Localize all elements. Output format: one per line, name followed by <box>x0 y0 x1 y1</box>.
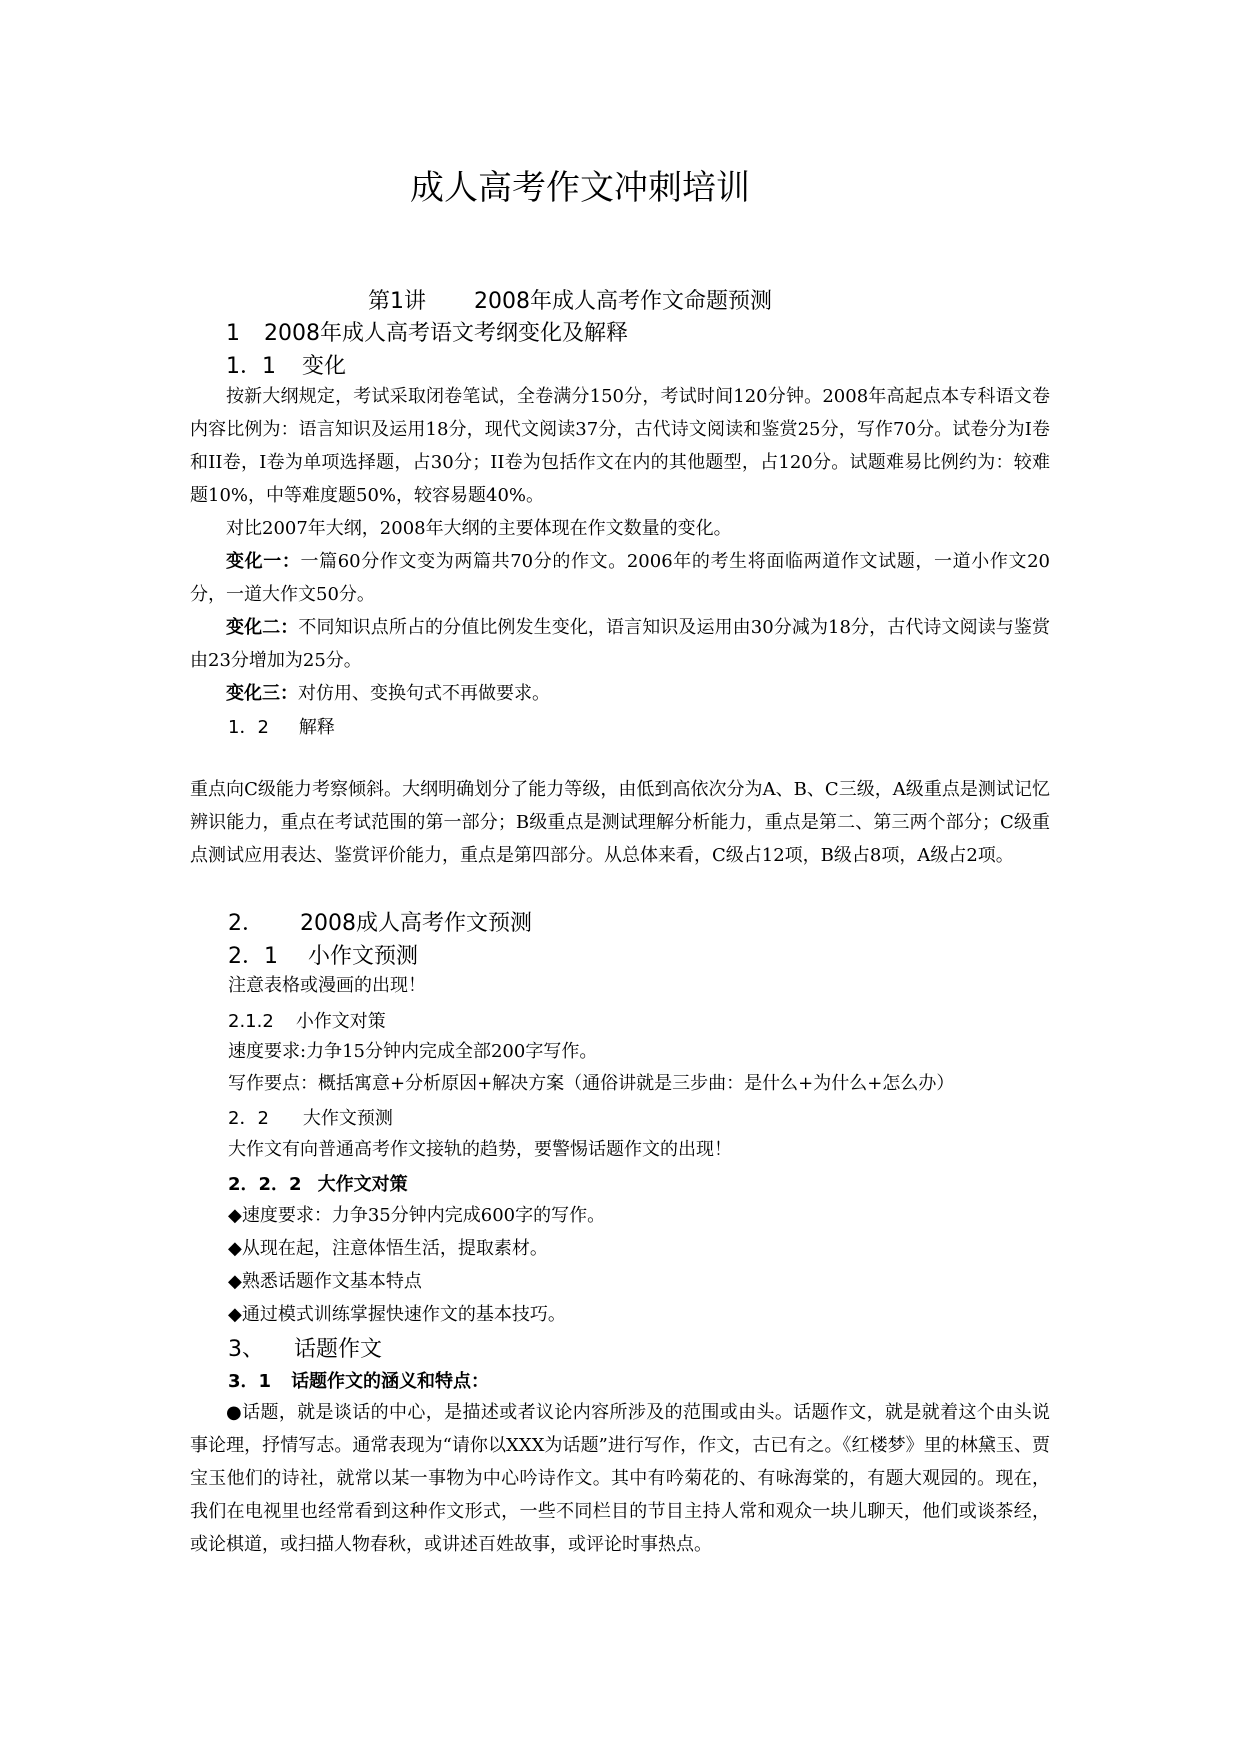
section-title: 解释 <box>298 717 335 738</box>
paragraph-comparison: 对比2007年大纲，2008年大纲的主要体现在作文数量的变化。 <box>226 518 732 539</box>
section-2-2-heading <box>228 1104 393 1130</box>
change-text: 对仿用、变换句式不再做要求。 <box>298 683 550 704</box>
section-2-heading <box>228 906 532 937</box>
section-number: 1．2 <box>228 717 269 738</box>
section-title: 大作文对策 <box>317 1174 408 1195</box>
paragraph-speed-requirement: 速度要求:力争15分钟内完成全部200字写作。 <box>228 1041 598 1062</box>
section-title: 小作文对策 <box>295 1011 386 1032</box>
paragraph-change-1 <box>190 545 1050 611</box>
section-1-2-heading <box>228 713 335 739</box>
paragraph-small-essay-note: 注意表格或漫画的出现！ <box>228 975 426 996</box>
section-number: 1．1 <box>226 354 276 379</box>
section-number: 2．2 <box>228 1108 269 1129</box>
section-title: 小作文预测 <box>308 944 419 969</box>
paragraph-outline-rules: 按新大纲规定，考试采取闭卷笔试，全卷满分150分，考试时间120分钟。2008年高起点本专科语文卷内容比例为：语言知识及运用18分，现代文阅读37分，古代诗文阅读和鉴赏25分，写作70分。试卷分为I卷和II卷，I卷为单项选择题，占30分；II卷为包括作文在内的其他题型，占120分。试题难易比例约为：较难题10%，中等难度题50%，较容易题40%。 <box>190 386 1050 506</box>
section-number: 1 <box>226 321 240 346</box>
section-2-1-heading <box>228 939 418 970</box>
section-2-1-2-heading <box>228 1007 386 1033</box>
section-title: 大作文预测 <box>302 1108 393 1129</box>
list-item: ◆熟悉话题作文基本特点 <box>228 1271 422 1292</box>
list-item: ◆速度要求：力争35分钟内完成600字的写作。 <box>228 1205 606 1226</box>
section-title: 2008年成人高考语文考纲变化及解释 <box>264 321 628 346</box>
section-number: 3、 <box>228 1337 264 1362</box>
lecture-number: 第1讲 <box>368 289 426 314</box>
section-number: 3．1 <box>228 1371 272 1392</box>
change-text: 一篇60分作文变为两篇共70分的作文。2006年的考生将面临两道作文试题，一道小作文20分，一道大作文50分。 <box>190 551 1050 605</box>
section-number: 2．2．2 <box>228 1174 302 1195</box>
section-1-heading <box>226 316 628 347</box>
lecture-title: 2008年成人高考作文命题预测 <box>474 289 772 314</box>
lecture-heading <box>368 284 772 315</box>
change-label: 变化一： <box>226 551 301 572</box>
list-item: ◆从现在起，注意体悟生活，提取素材。 <box>228 1238 548 1259</box>
section-title: 变化 <box>302 354 347 379</box>
paragraph-change-2 <box>190 611 1050 677</box>
paragraph-topic-essay-definition: ●话题，就是谈话的中心，是描述或者议论内容所涉及的范围或由头。话题作文，就是就着这个由头说事论理，抒情写志。通常表现为“请你以XXX为话题”进行写作，作文，古已有之。《红楼梦》里的林黛玉、贾宝玉他们的诗社，就常以某一事物为中心吟诗作文。其中有吟菊花的、有咏海棠的，有题大观园的。现在，我们在电视里也经常看到这种作文形式，一些不同栏目的节目主持人常和观众一块儿聊天，他们或谈茶经，或论棋道，或扫描人物春秋，或讲述百姓故事，或评论时事热点。 <box>190 1402 1050 1555</box>
paragraph-explanation: 重点向C级能力考察倾斜。大纲明确划分了能力等级，由低到高依次分为A、B、C三级，A级重点是测试记忆辨识能力，重点在考试范围的第一部分；B级重点是测试理解分析能力，重点是第二、第三两个部分；C级重点测试应用表达、鉴赏评价能力，重点是第四部分。从总体来看，C级占12项，B级占8项，A级占2项。 <box>190 779 1050 866</box>
section-title: 2008成人高考作文预测 <box>300 911 532 936</box>
section-3-heading <box>228 1332 382 1363</box>
section-title: 话题作文的涵义和特点： <box>291 1371 490 1392</box>
change-text: 不同知识点所占的分值比例发生变化，语言知识及运用由30分减为18分，古代诗文阅读与鉴赏由23分增加为25分。 <box>190 617 1051 671</box>
paragraph-writing-points: 写作要点：概括寓意+分析原因+解决方案（通俗讲就是三步曲：是什么+为什么+怎么办） <box>228 1073 955 1094</box>
section-number: 2.1.2 <box>228 1011 274 1032</box>
change-label: 变化三： <box>226 683 298 704</box>
change-label: 变化二： <box>226 617 299 638</box>
section-1-1-heading <box>226 349 346 380</box>
paragraph-change-3 <box>190 677 1050 710</box>
list-item: ◆通过模式训练掌握快速作文的基本技巧。 <box>228 1304 566 1325</box>
section-3-1-heading <box>228 1367 489 1393</box>
section-number: 2．1 <box>228 944 278 969</box>
section-title: 话题作文 <box>294 1337 383 1362</box>
section-number: 2． <box>228 911 264 936</box>
paragraph-big-essay-note: 大作文有向普通高考作文接轨的趋势，要警惕话题作文的出现！ <box>228 1139 732 1160</box>
document-title: 成人高考作文冲刺培训 <box>410 168 750 208</box>
section-2-2-2-heading <box>228 1170 408 1196</box>
